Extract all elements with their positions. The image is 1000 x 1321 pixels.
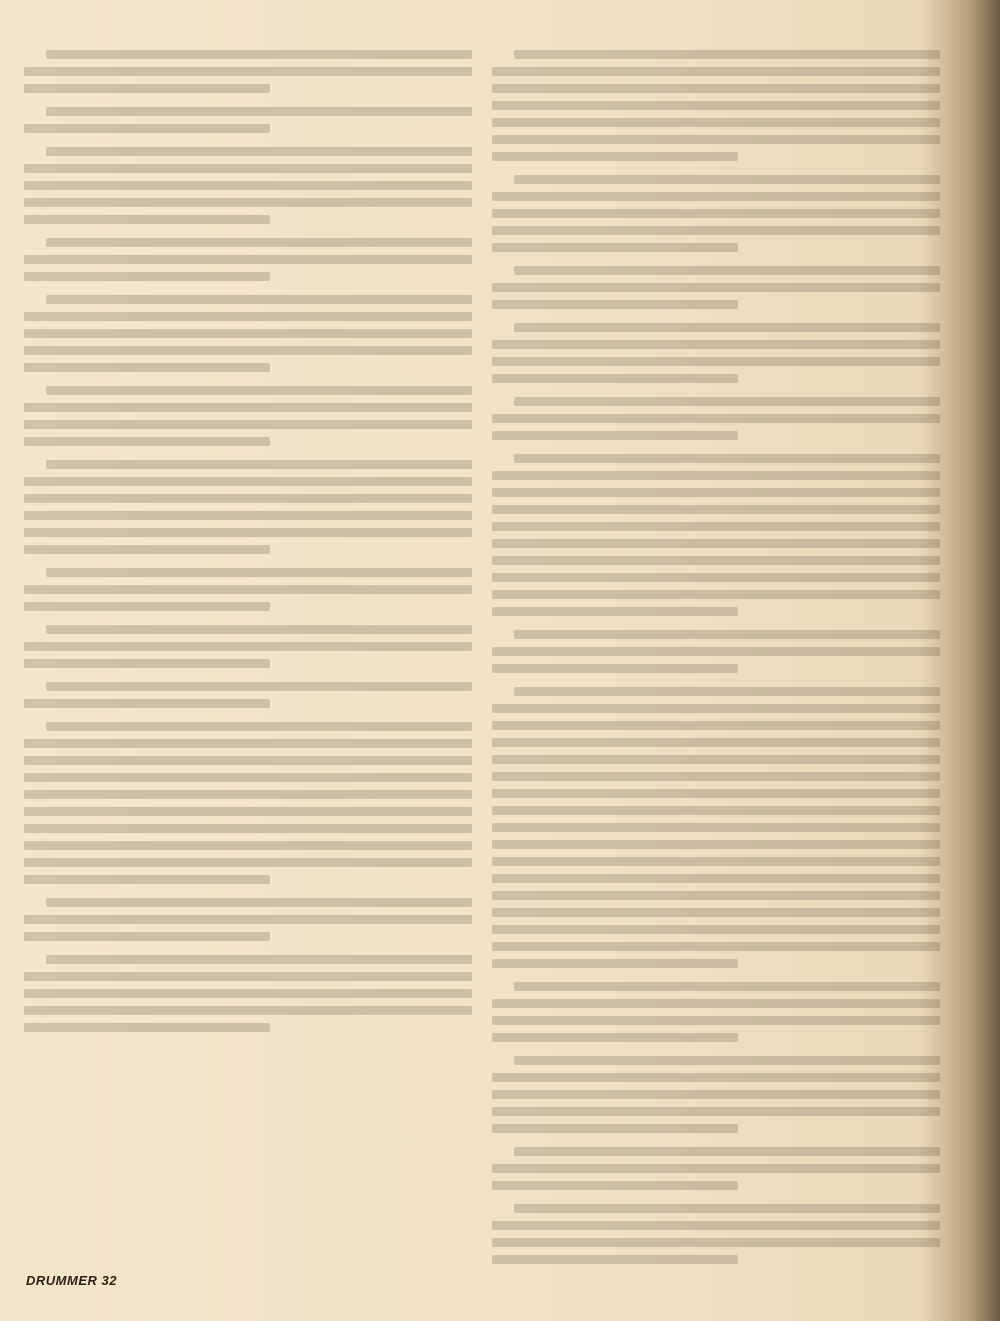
placeholder-text-line xyxy=(514,397,940,406)
placeholder-text-line xyxy=(514,982,940,991)
placeholder-text-line xyxy=(24,363,270,372)
placeholder-text-line xyxy=(492,925,940,934)
placeholder-text-line xyxy=(46,50,472,59)
placeholder-paragraph xyxy=(24,722,472,884)
placeholder-text-line xyxy=(492,999,940,1008)
placeholder-text-line xyxy=(492,607,738,616)
left-text-column xyxy=(24,50,472,1265)
placeholder-text-line xyxy=(492,942,940,951)
placeholder-paragraph xyxy=(24,625,472,668)
placeholder-text-line xyxy=(492,721,940,730)
placeholder-text-line xyxy=(24,329,472,338)
placeholder-text-line xyxy=(492,959,738,968)
placeholder-paragraph xyxy=(492,323,940,383)
placeholder-text-line xyxy=(46,295,472,304)
placeholder-text-line xyxy=(492,67,940,76)
placeholder-text-line xyxy=(492,1164,940,1173)
placeholder-text-line xyxy=(46,955,472,964)
placeholder-text-line xyxy=(24,215,270,224)
placeholder-text-line xyxy=(492,340,940,349)
placeholder-paragraph xyxy=(24,386,472,446)
placeholder-paragraph xyxy=(24,682,472,708)
placeholder-text-line xyxy=(492,1255,738,1264)
placeholder-text-line xyxy=(492,84,940,93)
placeholder-text-line xyxy=(24,477,472,486)
placeholder-text-line xyxy=(492,647,940,656)
page-footer: DRUMMER 32 xyxy=(26,1273,117,1288)
right-text-column xyxy=(492,50,940,1265)
placeholder-text-line xyxy=(24,602,270,611)
placeholder-paragraph xyxy=(24,460,472,554)
placeholder-text-line xyxy=(24,1006,472,1015)
placeholder-text-line xyxy=(492,101,940,110)
placeholder-text-line xyxy=(492,1090,940,1099)
placeholder-text-line xyxy=(492,522,940,531)
placeholder-paragraph xyxy=(492,397,940,440)
placeholder-text-line xyxy=(24,272,270,281)
placeholder-text-line xyxy=(24,528,472,537)
placeholder-text-line xyxy=(24,403,472,412)
placeholder-text-line xyxy=(492,590,940,599)
placeholder-text-line xyxy=(24,67,472,76)
placeholder-text-line xyxy=(492,192,940,201)
placeholder-text-line xyxy=(24,932,270,941)
placeholder-text-line xyxy=(492,118,940,127)
placeholder-text-line xyxy=(46,460,472,469)
placeholder-paragraph xyxy=(492,175,940,252)
placeholder-text-line xyxy=(492,471,940,480)
placeholder-text-line xyxy=(46,625,472,634)
placeholder-text-line xyxy=(24,420,472,429)
placeholder-text-line xyxy=(24,699,270,708)
placeholder-text-line xyxy=(492,243,738,252)
placeholder-text-line xyxy=(492,505,940,514)
placeholder-text-line xyxy=(24,739,472,748)
placeholder-paragraph xyxy=(492,687,940,968)
placeholder-text-line xyxy=(492,908,940,917)
placeholder-paragraph xyxy=(24,568,472,611)
placeholder-text-line xyxy=(24,659,270,668)
placeholder-text-line xyxy=(24,585,472,594)
placeholder-paragraph xyxy=(24,898,472,941)
placeholder-text-line xyxy=(46,386,472,395)
placeholder-text-line xyxy=(514,50,940,59)
placeholder-text-line xyxy=(46,682,472,691)
placeholder-text-line xyxy=(492,891,940,900)
placeholder-text-line xyxy=(492,823,940,832)
placeholder-text-line xyxy=(492,357,940,366)
placeholder-text-line xyxy=(492,789,940,798)
placeholder-text-line xyxy=(46,147,472,156)
placeholder-text-line xyxy=(492,874,940,883)
placeholder-text-line xyxy=(492,1221,940,1230)
placeholder-text-line xyxy=(46,238,472,247)
placeholder-text-line xyxy=(24,494,472,503)
placeholder-paragraph xyxy=(492,266,940,309)
placeholder-paragraph xyxy=(492,630,940,673)
placeholder-text-line xyxy=(492,1016,940,1025)
placeholder-text-line xyxy=(492,1073,940,1082)
placeholder-text-line xyxy=(514,687,940,696)
placeholder-text-line xyxy=(492,152,738,161)
placeholder-text-line xyxy=(514,630,940,639)
placeholder-paragraph xyxy=(24,107,472,133)
placeholder-text-line xyxy=(24,545,270,554)
placeholder-text-line xyxy=(24,756,472,765)
placeholder-text-line xyxy=(24,858,472,867)
placeholder-text-line xyxy=(492,704,940,713)
placeholder-text-line xyxy=(492,431,738,440)
placeholder-text-line xyxy=(492,226,940,235)
placeholder-text-line xyxy=(492,1107,940,1116)
placeholder-paragraph xyxy=(24,295,472,372)
placeholder-text-line xyxy=(24,84,270,93)
placeholder-text-line xyxy=(24,164,472,173)
placeholder-text-line xyxy=(46,722,472,731)
placeholder-text-line xyxy=(24,346,472,355)
placeholder-text-line xyxy=(492,772,940,781)
placeholder-text-line xyxy=(492,300,738,309)
placeholder-text-line xyxy=(492,283,940,292)
placeholder-text-line xyxy=(492,857,940,866)
placeholder-paragraph xyxy=(24,238,472,281)
placeholder-text-line xyxy=(514,1056,940,1065)
placeholder-text-line xyxy=(492,135,940,144)
placeholder-text-line xyxy=(492,374,738,383)
placeholder-text-line xyxy=(514,1204,940,1213)
placeholder-text-line xyxy=(514,454,940,463)
placeholder-text-line xyxy=(46,568,472,577)
placeholder-text-line xyxy=(24,841,472,850)
placeholder-text-line xyxy=(24,915,472,924)
placeholder-text-line xyxy=(24,181,472,190)
placeholder-text-line xyxy=(24,437,270,446)
placeholder-text-line xyxy=(24,1023,270,1032)
placeholder-text-line xyxy=(24,124,270,133)
placeholder-text-line xyxy=(24,511,472,520)
placeholder-text-line xyxy=(24,312,472,321)
placeholder-text-line xyxy=(492,664,738,673)
placeholder-text-line xyxy=(492,414,940,423)
placeholder-paragraph xyxy=(492,1147,940,1190)
placeholder-text-line xyxy=(492,209,940,218)
placeholder-paragraph xyxy=(492,454,940,616)
placeholder-paragraph xyxy=(24,50,472,93)
placeholder-text-line xyxy=(24,790,472,799)
placeholder-text-line xyxy=(24,198,472,207)
placeholder-paragraph xyxy=(492,982,940,1042)
placeholder-text-line xyxy=(514,175,940,184)
placeholder-text-line xyxy=(24,255,472,264)
placeholder-text-line xyxy=(492,539,940,548)
placeholder-text-line xyxy=(24,824,472,833)
placeholder-text-line xyxy=(492,1033,738,1042)
placeholder-text-line xyxy=(492,755,940,764)
placeholder-text-line xyxy=(492,488,940,497)
placeholder-text-line xyxy=(24,807,472,816)
placeholder-text-line xyxy=(514,266,940,275)
placeholder-text-line xyxy=(492,573,940,582)
placeholder-text-line xyxy=(24,989,472,998)
placeholder-text-line xyxy=(492,556,940,565)
placeholder-text-line xyxy=(24,642,472,651)
placeholder-paragraph xyxy=(24,955,472,1032)
placeholder-text-line xyxy=(24,773,472,782)
placeholder-text-line xyxy=(492,1181,738,1190)
placeholder-text-line xyxy=(492,1124,738,1133)
placeholder-text-line xyxy=(492,1238,940,1247)
placeholder-text-line xyxy=(514,323,940,332)
placeholder-paragraph xyxy=(24,147,472,224)
placeholder-text-line xyxy=(24,972,472,981)
placeholder-paragraph xyxy=(492,50,940,161)
placeholder-text-line xyxy=(46,898,472,907)
placeholder-paragraph xyxy=(492,1204,940,1264)
placeholder-text-line xyxy=(492,806,940,815)
placeholder-text-line xyxy=(46,107,472,116)
placeholder-paragraph xyxy=(492,1056,940,1133)
placeholder-text-line xyxy=(492,840,940,849)
placeholder-text-line xyxy=(492,738,940,747)
placeholder-text-line xyxy=(514,1147,940,1156)
placeholder-text-line xyxy=(24,875,270,884)
